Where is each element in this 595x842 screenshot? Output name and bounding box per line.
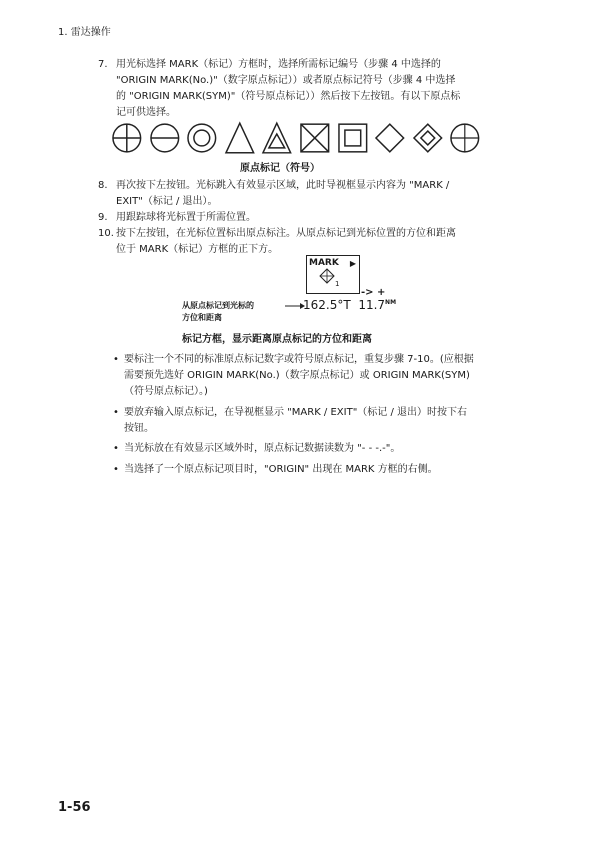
diamond-icon — [373, 121, 407, 155]
step-line: 用跟踪球将光标置于所需位置。 — [116, 212, 256, 223]
mark-box — [306, 255, 360, 294]
bullet-line: 要放弃输入原点标记，在导视框显示 "MARK / EXIT"（标记 / 退出）时按下右 — [124, 407, 468, 418]
step-7 — [98, 57, 530, 121]
step-10 — [98, 226, 530, 258]
bullet-item — [113, 352, 528, 400]
page-number: 1-56 — [58, 800, 91, 815]
step-line: 再次按下左按钮。光标跳入有效显示区域，此时导视框显示内容为 "MARK / — [116, 180, 450, 191]
bullet-item — [113, 441, 528, 457]
step-line: 位于 MARK（标记）方框的正下方。 — [116, 244, 279, 255]
bullet-item — [113, 462, 528, 478]
step-line: 用光标选择 MARK（标记）方框时，选择所需标记编号（步骤 4 中选择的 — [116, 59, 441, 70]
step-line: 的 "ORIGIN MARK(SYM)"（符号原点标记））然后按下左按钮。有以下原点标 — [116, 91, 461, 102]
circle-plus-icon — [110, 121, 144, 155]
bearing-value: 162.5°T — [303, 298, 351, 312]
bullet-line: 当选择了一个原点标记项目时，"ORIGIN" 出现在 MARK 方框的右侧。 — [124, 464, 438, 475]
bearing-label — [182, 300, 288, 324]
bullet-line: 按钮。 — [124, 423, 154, 434]
bullet-dot: • — [113, 443, 119, 454]
step-line: EXIT"（标记 / 退出）。 — [116, 196, 218, 207]
bullet-line: （符号原点标记）。) — [124, 386, 208, 397]
step-line: 记可供选择。 — [116, 107, 176, 118]
diamond-cross-icon — [319, 268, 335, 284]
bullet-dot: • — [113, 354, 119, 365]
bearing-label-line: 方位和距离 — [182, 313, 222, 322]
bullet-line: 当光标放在有效显示区域外时，原点标记数据读数为 "- - -.-"。 — [124, 443, 401, 454]
step-line: "ORIGIN MARK(No.)"（数字原点标记））或者原点标记符号（步骤 4 中选择 — [116, 75, 456, 86]
step-line: 按下左按钮，在光标位置标出原点标注。从原点标记到光标位置的方位和距离 — [116, 228, 456, 239]
bullet-line: 需要预先选好 ORIGIN MARK(No.)（数字原点标记）或 ORIGIN MARK(SYM) — [124, 370, 470, 381]
step-9 — [98, 210, 530, 226]
double-diamond-icon — [411, 121, 445, 155]
symbols-caption: 原点标记（符号） — [240, 163, 320, 174]
bearing-distance-readout — [303, 298, 396, 312]
bullet-item — [113, 405, 528, 437]
double-square-icon — [336, 121, 370, 155]
double-triangle-icon — [260, 121, 294, 155]
double-circle-icon — [185, 121, 219, 155]
bullet-line: 要标注一个不同的标准原点标记数字或符号原点标记，重复步骤 7-10。(应根据 — [124, 354, 474, 365]
origin-symbols-row — [110, 121, 482, 155]
step-number: 9. — [98, 212, 108, 223]
distance-unit: NM — [385, 299, 397, 306]
square-x-icon — [298, 121, 332, 155]
cursor-indicator: -> + — [361, 287, 386, 298]
step-number: 7. — [98, 59, 108, 70]
triangle-right-icon: ▶ — [349, 259, 356, 268]
mark-label: MARK — [309, 258, 339, 268]
step-number: 10. — [98, 228, 114, 239]
bearing-label-line: 从原点标记到光标的 — [182, 301, 254, 310]
bullet-dot: • — [113, 464, 119, 475]
distance-value: 11.7 — [358, 298, 386, 312]
bullet-dot: • — [113, 407, 119, 418]
triangle-icon — [223, 121, 257, 155]
section-header: 1. 雷达操作 — [58, 27, 111, 38]
step-8 — [98, 178, 530, 210]
circle-cross-icon — [448, 121, 482, 155]
step-number: 8. — [98, 180, 108, 191]
arrow-right-icon — [285, 302, 305, 310]
circle-minus-icon — [148, 121, 182, 155]
mark-number: 1 — [335, 280, 340, 288]
diagram-caption: 标记方框，显示距离原点标记的方位和距离 — [182, 334, 372, 345]
